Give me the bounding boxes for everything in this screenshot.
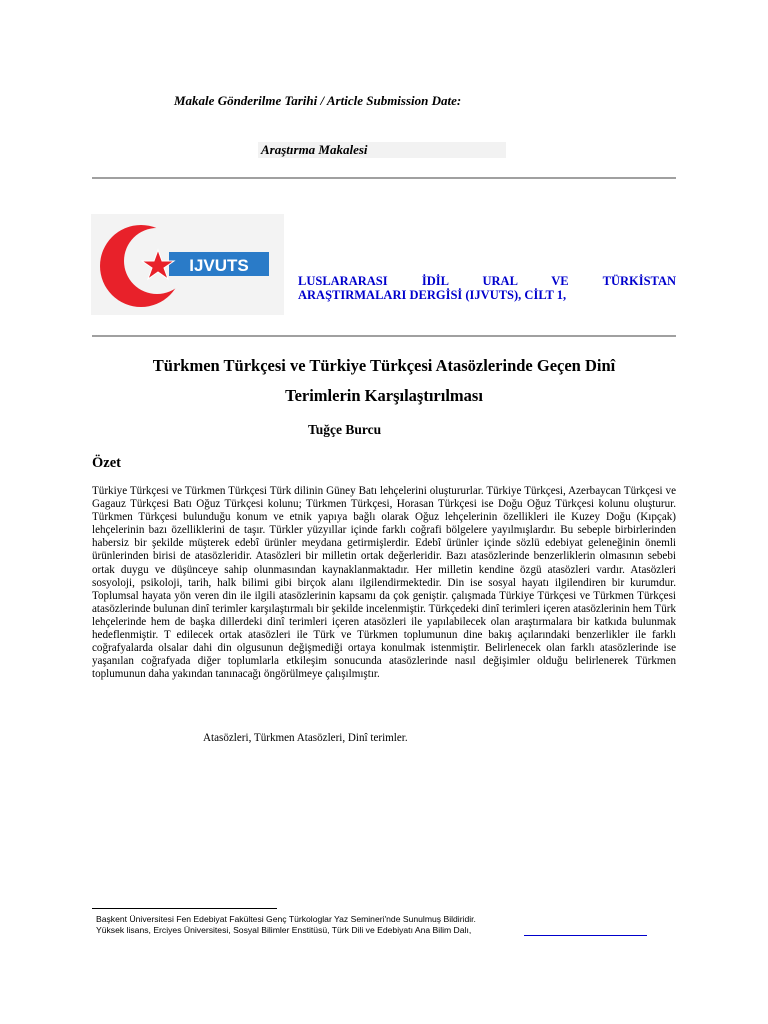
footnote-rule <box>92 908 277 909</box>
ijvuts-logo-graphic <box>91 214 284 315</box>
footnote-1: Başkent Üniversitesi Fen Edebiyat Fakültesi Genç Türkologlar Yaz Semineri'nde Sunulmuş Bildiridir. <box>96 914 476 924</box>
top-divider <box>92 177 676 179</box>
footnote-2: Yüksek lisans, Erciyes Üniversitesi, Sosyal Bilimler Enstitüsü, Türk Dili ve Edebiyatı Ana Bilim Dalı, <box>96 925 472 935</box>
author-name: Tuğçe Burcu <box>308 422 382 437</box>
article-type-label: Araştırma Makalesi <box>261 142 368 157</box>
paper-title-line1: Türkmen Türkçesi ve Türkiye Türkçesi Atasözlerinde Geçen Dinî <box>152 356 616 375</box>
abstract-body: Türkiye Türkçesi ve Türkmen Türkçesi Türk dilinin Güney Batı lehçelerini oluştururlar. Türkiye Türkçesi, Azerbaycan Türkçesi ve Gagauz Türkçesi Batı Oğuz Türkçesi kolunu; Türkmen Türkçesi, Horasan Türkçesi ise Doğu Oğuz Türkçesi kolunu oluşturur. Türkmen Türkçesi bulunduğu konum ve etnik yapıya bağlı olarak Oğuz lehçelerinin özellikleri ile Kuzey Doğu (Kıpçak) lehçelerinin bazı özelliklerini de taşır. Türkler yüzyıllar içinde farklı coğrafi bölgelere yayılmışlardır. Bu sebeple birbirlerinden habersiz bir şekilde müşterek edebî ürünler meydana getirmişlerdir. Edebî ürünler içinde sözlü edebiyat geleneğinin önemli ürünlerinden birisi de atasözleridir. Atasözleri bir milletin ortak değerleridir. Bazı atasözlerinde benzerliklerin olmasının sebebi ortak duygu ve düşünceye sahip olunmasından kaynaklanmaktadır. Her milletin kendine özgü atasözleri vardır. Atasözleri sosyoloji, psikoloji, tarih, halk bilimi gibi birçok alanı ilgilendirmektedir. Din ise sosyal hayatı ilgilendiren bir kurumdur. Toplumsal hayata yön veren din ile ilgili atasözlerinin kapsamı da çok geniştir. çalışmada Türkiye Türkçesi ve Türkmen Türkçesi atasözlerinde bulunan dinî terimler karşılaştırmalı bir şekilde incelenmiştir. Türkçedeki dinî terimleri içeren atasözlerinin hem Türk lehçelerinde hem de başka dillerdeki dinî terimleri içeren atasözleri ile yapılabilecek olan araştırmalara bir katkıda bulunmak hedeflenmiştir. T edilecek ortak atasözleri ile Türk ve Türkmen toplumunun dine bakış açılarındaki benzerlikler ile farklı coğrafyalarda olsalar dahi din olgusunun değişmediği ortaya konulmak istenmiştir. Belirlenecek olan farklı atasözlerinde ise yaşanılan coğrafyada diğer toplumlarla etkileşim sonucunda atasözlerinde nasıl değişimler olduğu belirlenerek Türkmen toplumunun daha yakından tanınacağı öngörülmeye çalışılmıştır. <box>92 485 676 681</box>
logo-text: IJVUTS <box>189 256 249 275</box>
submission-date-label: Makale Gönderilme Tarihi / Article Submission Date: <box>174 93 462 108</box>
journal-name-line2: ARAŞTIRMALARI DERGİSİ (IJVUTS), CİLT 1, <box>298 288 567 302</box>
keywords: Atasözleri, Türkmen Atasözleri, Dinî terimler. <box>203 732 408 744</box>
journal-name-line1: LUSLARARASI İDİL URAL VE TÜRKİSTAN <box>298 274 676 288</box>
abstract-heading: Özet <box>92 455 121 471</box>
journal-logo <box>91 214 284 315</box>
email-link-underline[interactable] <box>524 935 647 936</box>
middle-divider <box>92 335 676 337</box>
journal-name <box>298 274 676 302</box>
paper-title-line2: Terimlerin Karşılaştırılması <box>285 386 483 405</box>
